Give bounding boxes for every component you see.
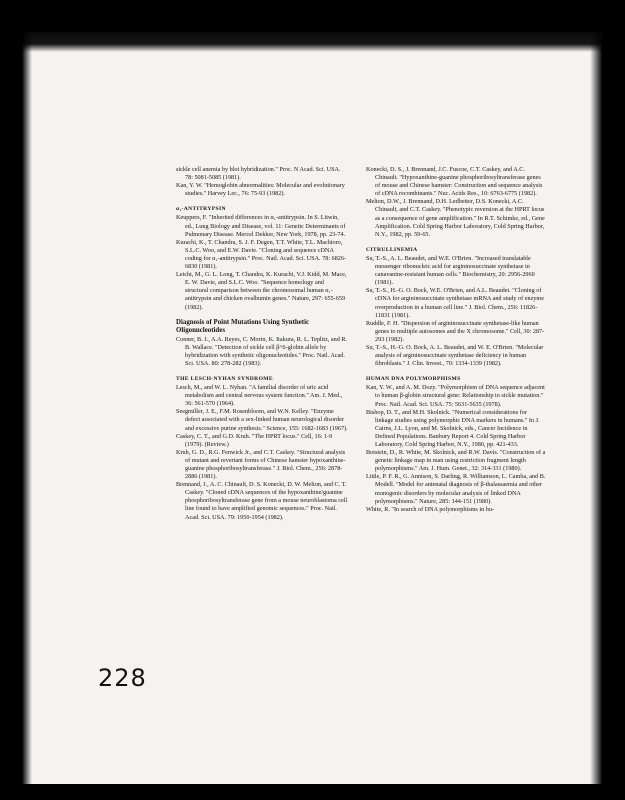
reference-entry: Kan, Y. W., and A. M. Dozy. "Polymorphism of DNA sequence adjacent to human β-globin structural gene: Relationship to sickle mutation." Proc. Natl. Acad. Sci. USA. 75: 5631-5635 (1978). <box>366 384 545 408</box>
reference-entry: Su, T.-S., H.-G. O. Bock, A. L. Beaudet, and W. E. O'Brien. "Molecular analysis of argininosuccinate synthetase deficiency in human fibroblasts." J. Clin. Invest., 70: 1334-1339 (1982). <box>366 343 544 368</box>
reference-entry: Botstein, D., R. White, M. Skolnick, and R.W. Davis. "Construction of a genetic linkage map in man using restriction fragment length polymorphisms." Am. J. Hum. Genet., 32: 314-331 (1980). <box>366 449 546 473</box>
reference-entry: Conner, B. J., A.A. Reyes, C. Morin, K. Itakura, R. L. Teplitz, and R. B. Wallace. "Detection of sickle cell β^S-globin allele by hybridization with synthetic oligonucleotides." Proc. Natl. Acad. Sci. USA. 80: 278-282 (1983). <box>176 335 348 367</box>
section-heading-antitrypsin: α₁-ANTITRYPSIN <box>176 206 226 213</box>
reference-entry: Su, T.-S., H.-G. O. Bock, W.E. O'Brien, and A.L. Beaudet. "Cloning of cDNA for argininosuccinate synthetase mRNA and study of enzyme overproduction in a human cell line." J. Biol. Chem., 256: 11826-11831 (1981). <box>366 287 544 319</box>
scan-edge-top <box>22 32 602 52</box>
reference-entry: Konecki, D. S., J. Brennand, J.C. Fuscoe, C.T. Caskey, and A.C. Chinault. "Hypoxanthine-guanine phosphoribosyltransferase genes of mouse and Chinese hamster: Construction and sequence analysis of cDNA recombinants." Nuc. Acids Res., 10: 6763-6775 (1982). <box>366 166 543 198</box>
reference-entry: Kan, Y. W. "Hemoglobin abnormalities: Molecular and evolutionary studies." Harvey Lec., 76: 75-93 (1982). <box>176 182 345 198</box>
section-heading-citrullinemia: CITRULLINEMIA <box>366 246 418 253</box>
reference-entry: Keuppers, F. "Inherited differences in α₁-antitrypsin. In S. Litwin, ed., Lung Biology and Disease, vol. 11: Genetic Determinants of Pulmonary Disease. Mercel Dekker, New York, 1978, pp. 23-74. <box>176 214 346 238</box>
reference-entry: Brennand, J., A. C. Chinault, D. S. Konecki, D. W. Melton, and C. T. Caskey. "Cloned cDNA sequences of the hypoxanthine/guanine phosphoribosyltransferase gene from a mouse neuroblastoma cell line found to have amplified genomic sequences." Proc. Natl. Acad. Sci. USA. 79: 1950-1954 (1982). <box>176 481 348 521</box>
scan-edge-left <box>22 32 32 784</box>
section-heading-dna-polymorphisms: HUMAN DNA POLYMORPHISMS <box>366 376 461 383</box>
reference-entry: Seegmiller, J. E., F.M. Rosenbloom, and W.N. Kelley. "Enzyme defect associated with a sex-linked human neurological disorder and excessive purine synthesis." Science, 155: 1682-1683 (1967). <box>176 408 348 432</box>
handwritten-page-number: 228 <box>98 664 147 692</box>
section-heading-point-mutations: Diagnosis of Point Mutations Using Synthetic Oligonucleotides <box>176 318 310 334</box>
reference-entry: Lesch, M., and W. L. Nyhan. "A familial disorder of uric acid metabolism and central nervous system function." Am. J. Med., 36: 561-570 (1964). <box>176 384 343 408</box>
reference-entry: Su, T.-S., A. L. Beaudet, and W.E. O'Brien. "Increased translatable messenger ribonucleic acid for argininosuccinate synthetase in canavanine-resistant human cells." Biochemistry, 20: 2956-2960 (1981). <box>366 254 535 287</box>
reference-entry: Kurachi, K., T. Chandra, S. J. F. Degen, T.T. White, T.L. Machioro, S.L.C. Woo, and E.W. Davie. "Cloning and sequence cDNA coding for α₁-antitrypsin." Proc. Natl. Acad. Sci. USA. 78: 6826-6830 (1981). <box>176 238 347 271</box>
right-column <box>366 166 546 514</box>
left-column <box>176 166 348 522</box>
reference-entry: Melton, D.W., J. Brennand, D.H. Ledbetter, D.S. Konecki, A.C. Chinault, and C.T. Caskey. "Phenotypic reversion at the HPRT locus as a consequence of gene amplification." In R.T. Schimke, ed., Gene Amplification. Cold Spring Harbor Laboratory, Cold Spring Harbor, N.Y., 1982, pp. 59-65. <box>366 198 545 238</box>
reference-entry: Kruh, G. D., R.G. Fenwick Jr., and C.T. Caskey. "Structural analysis of mutant and revertant forms of Chinese hamster hypoxanthine-guanine phosphoribosyltransferase." J. Biol. Chem., 256: 2878-2886 (1981). <box>176 448 346 481</box>
reference-entry: Caskey, C. T., and G.D. Kruh. "The HPRT locus." Cell, 16: 1-9 (1979). (Review.) <box>176 432 333 448</box>
reference-entry: White, R. "In search of DNA polymorphisms in hu- <box>366 505 494 513</box>
reference-entry: Little, P. F. R., G. Annison, S. Darling, R. Williamson, L. Camba, and B. Modell. "Model for antenatal diagnosis of β-thalassaemia and other monogenic disorders by molecular analysis of linked DNA polymorphisms." Nature, 285: 144-151 (1980). <box>366 473 546 505</box>
section-heading-lesch-nyhan: THE LESCH-NYHAN SYNDROME <box>176 375 273 382</box>
reference-entry: Bishop, D. T., and M.H. Skolnick. "Numerical considerations for linkage studies using polymorphic DNA markers in humans." In J. Cairns, J.L. Lyon, and M. Skolnick, eds., Cancer Incidence in Defined Populations. Banbury Report 4. Cold Spring Harbor Laboratory, Cold Spring Harbor, N.Y., 1980, pp. 421-433. <box>366 408 540 448</box>
scan-edge-right <box>590 32 602 784</box>
reference-entry: Ruddle, F. H. "Dispersion of argininosuccinate synthetase-like human genes to multiple autosomes and the X chromosome." Cell, 30: 287-293 (1982). <box>366 319 545 343</box>
reference-entry: sickle cell anemia by blot hybridization." Proc. N Acad. Sci. USA. 78: 5081-5085 (1981). <box>176 166 341 182</box>
reference-entry: Leicht, M., G. L. Long, T. Chandra, K. Kurachi, V.J. Kidd, M. Mace, E. W. Davie, and S.L.C. Woo. "Sequence homology and structural comparison between the chromosomal human α₁-antitrypsin and chicken ovalbumin genes." Nature, 297: 655-659 (1982). <box>176 271 347 311</box>
